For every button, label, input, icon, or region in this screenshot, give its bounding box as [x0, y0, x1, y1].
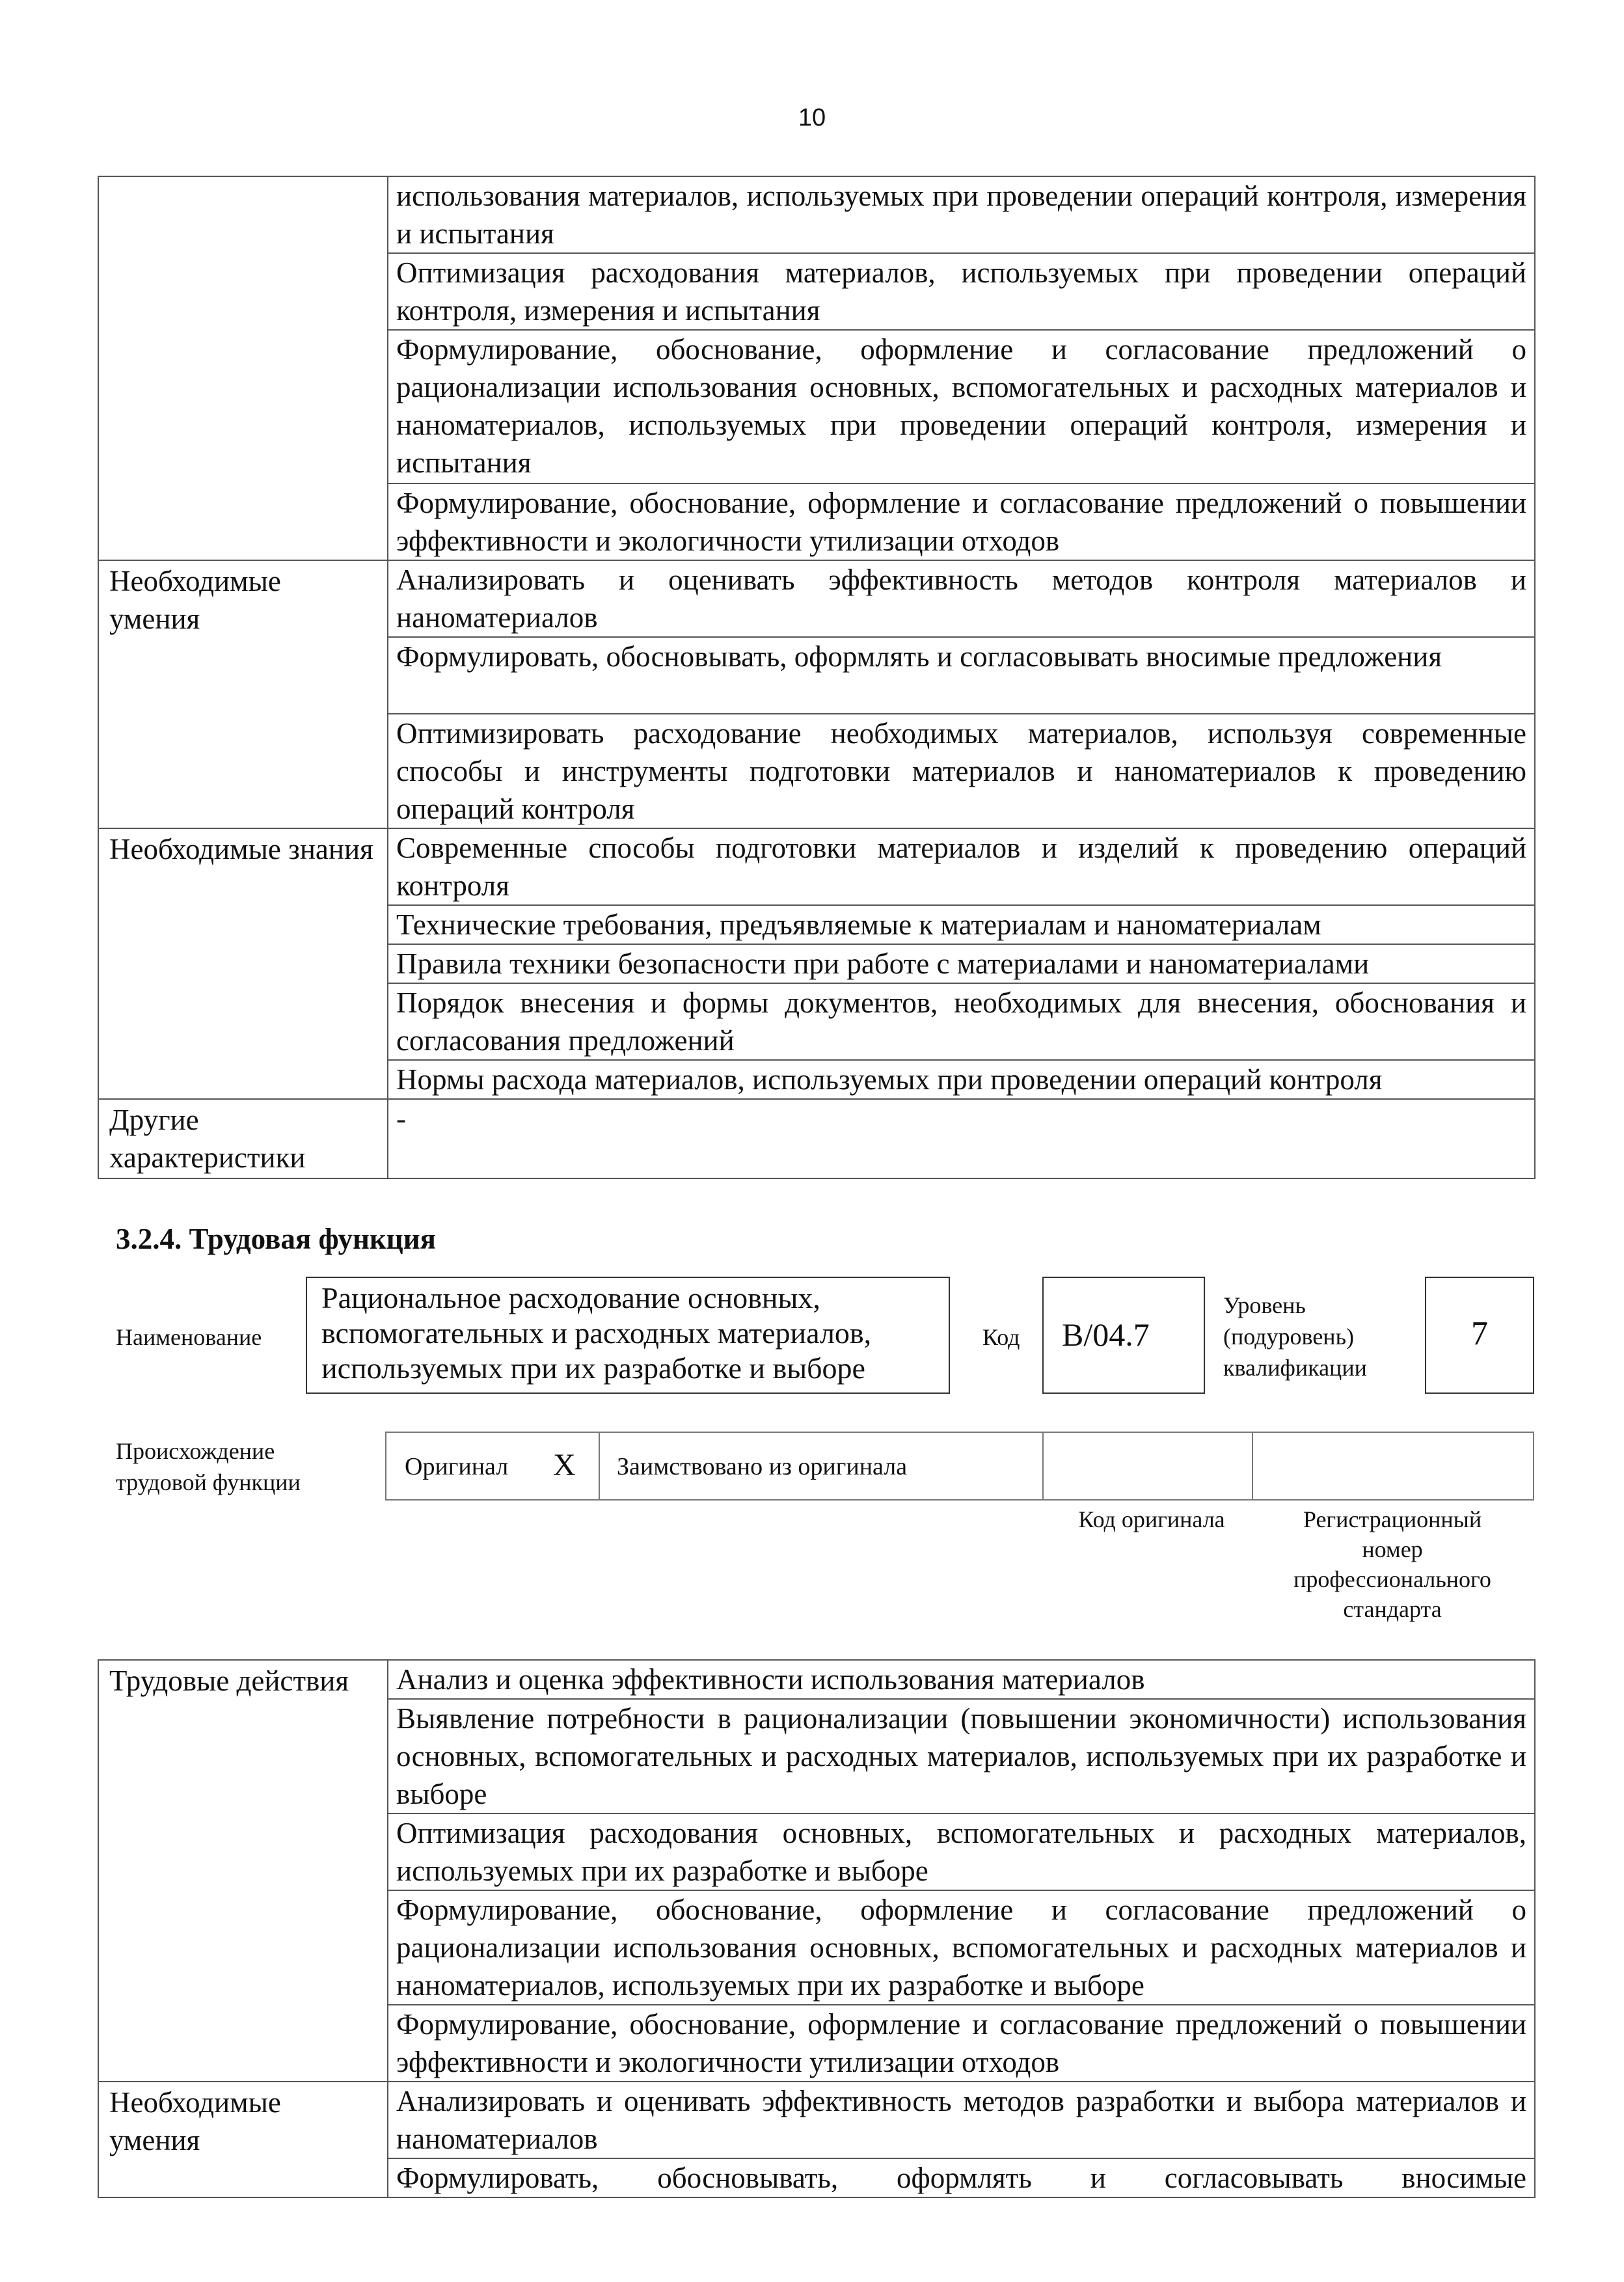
list-item: Формулирование, обоснование, оформление и согласование предложений о повышении эффективности и экологичности утилизации отходов — [388, 2005, 1535, 2082]
level-label-line: (подуровень) — [1223, 1324, 1354, 1350]
origin-mark: X — [553, 1448, 576, 1482]
list-item: Формулировать, обосновывать, оформлять и согласовывать вносимые — [388, 2158, 1535, 2197]
function-code-box: B/04.7 — [1042, 1277, 1205, 1394]
row-label-knowledge: Необходимые знания — [98, 828, 388, 1099]
original-code-caption: Код оригинала — [1078, 1506, 1225, 1532]
page-number: 10 — [798, 104, 826, 131]
list-item: Анализ и оценка эффективности использования материалов — [388, 1660, 1535, 1699]
level-label — [1223, 1290, 1367, 1383]
registration-number-caption — [1256, 1504, 1529, 1624]
registration-number-cell — [1252, 1432, 1534, 1501]
row-label-skills: Необходимые умения — [98, 560, 388, 828]
row-label-skills: Необходимые умения — [98, 2082, 388, 2197]
requirements-table-continued — [98, 176, 1536, 1179]
list-item: Формулировать, обосновывать, оформлять и согласовывать вносимые предложения — [388, 637, 1535, 714]
code-label: Код — [982, 1324, 1020, 1350]
level-label-line: Уровень — [1223, 1292, 1306, 1318]
origin-original-label: Оригинал — [405, 1453, 509, 1480]
section-heading: 3.2.4. Трудовая функция — [116, 1223, 437, 1255]
caption-line: профессионального — [1293, 1566, 1491, 1592]
list-item: Формулирование, обоснование, оформление и согласование предложений о рационализации использования основных, вспомогательных и расходных материалов и наноматериалов, используемых при их разработке и выборе — [388, 1890, 1535, 2005]
list-item: Технические требования, предъявляемые к материалам и наноматериалам — [388, 905, 1535, 944]
list-item: Формулирование, обоснование, оформление и согласование предложений о повышении эффективности и экологичности утилизации отходов — [388, 483, 1535, 560]
origin-label-line: трудовой функции — [116, 1469, 301, 1495]
list-item: использования материалов, используемых при проведении операций контроля, измерения и испытания — [388, 176, 1535, 253]
list-item: - — [388, 1099, 1535, 1178]
list-item: Правила техники безопасности при работе с материалами и наноматериалами — [388, 944, 1535, 983]
list-item: Анализировать и оценивать эффективность методов контроля материалов и наноматериалов — [388, 560, 1535, 637]
origin-label-line: Происхождение — [116, 1438, 275, 1464]
caption-line: номер — [1362, 1536, 1423, 1562]
origin-borrowed-cell — [599, 1432, 1044, 1501]
list-item: Оптимизация расходования основных, вспомогательных и расходных материалов, используемых при их разработке и выборе — [388, 1813, 1535, 1890]
list-item: Оптимизация расходования материалов, используемых при проведении операций контроля, измерения и испытания — [388, 253, 1535, 330]
list-item: Выявление потребности в рационализации (повышении экономичности) использования основных, вспомогательных и расходных материалов, используемых при их разработке и выборе — [388, 1699, 1535, 1813]
list-item: Нормы расхода материалов, используемых при проведении операций контроля — [388, 1060, 1535, 1099]
list-item: Оптимизировать расходование необходимых материалов, используя современные способы и инструменты подготовки материалов и наноматериалов к проведению операций контроля — [388, 714, 1535, 828]
list-item: Современные способы подготовки материалов и изделий к проведению операций контроля — [388, 828, 1535, 905]
origin-original-cell — [385, 1432, 600, 1501]
row-label-actions: Трудовые действия — [98, 1660, 388, 2082]
original-code-cell — [1042, 1432, 1253, 1501]
caption-line: стандарта — [1343, 1596, 1442, 1622]
origin-borrowed-label: Заимствовано из оригинала — [617, 1453, 908, 1480]
name-label: Наименование — [116, 1324, 262, 1350]
origin-label — [116, 1435, 301, 1498]
row-label-other: Другие характеристики — [98, 1099, 388, 1178]
qualification-level-box: 7 — [1425, 1277, 1534, 1394]
list-item: Порядок внесения и формы документов, необходимых для внесения, обоснования и согласования предложений — [388, 983, 1535, 1060]
level-label-line: квалификации — [1223, 1355, 1367, 1381]
caption-line: Регистрационный — [1303, 1506, 1482, 1532]
function-name-box: Рациональное расходование основных, вспомогательных и расходных материалов, используемых при их разработке и выборе — [306, 1277, 950, 1394]
labor-function-table — [98, 1659, 1536, 2198]
row-label-continued — [98, 176, 388, 560]
list-item: Формулирование, обоснование, оформление и согласование предложений о рационализации использования основных, вспомогательных и расходных материалов и наноматериалов, используемых при проведении операций контроля, измерения и испытания — [388, 330, 1535, 483]
list-item: Анализировать и оценивать эффективность методов разработки и выбора материалов и наноматериалов — [388, 2082, 1535, 2158]
